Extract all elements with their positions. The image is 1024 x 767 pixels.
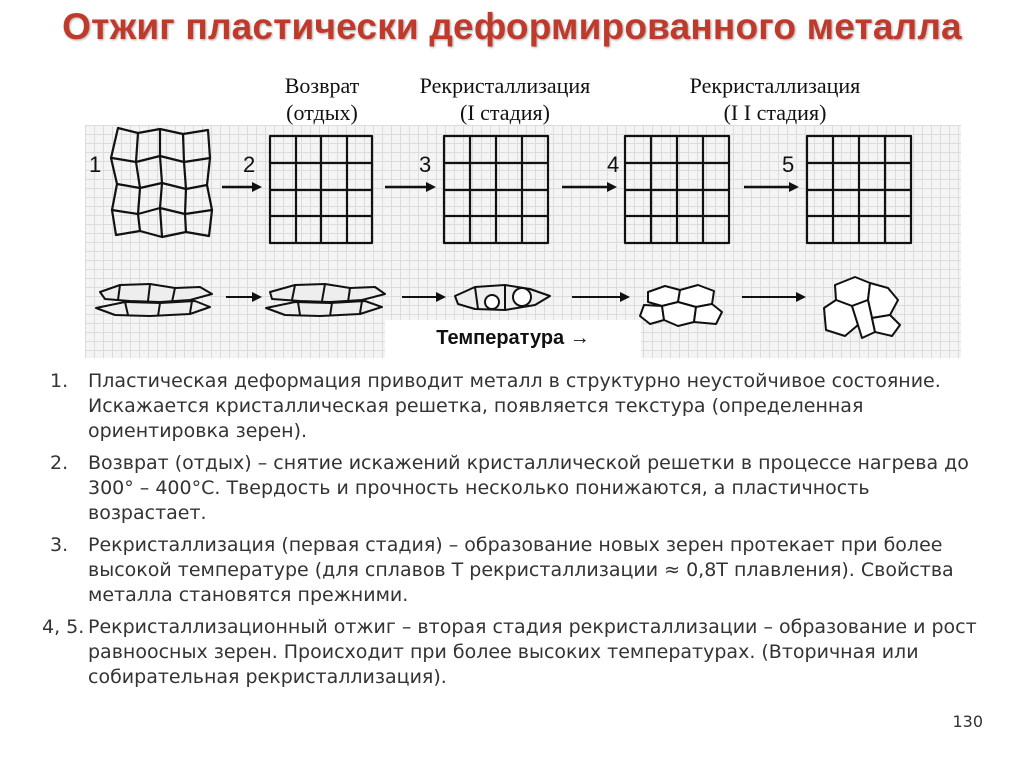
- list-marker: 1.: [50, 370, 69, 392]
- equiaxed-grains: [640, 285, 722, 326]
- list-item: [40, 369, 990, 444]
- stage-label-line2: (I I стадия): [723, 100, 827, 125]
- list-item: [40, 533, 990, 608]
- stage-label-line1: Возврат: [284, 73, 360, 98]
- list-item: [40, 451, 990, 526]
- list-item-text: Возврат (отдых) – снятие искажений кристаллической решетки в процессе нагрева до 300° – 400°С. Твердость и прочность несколько понижаются, а пластичность возрастает.: [88, 452, 969, 524]
- arrow-right-icon: [226, 292, 262, 302]
- arrow-right-icon: [562, 182, 617, 192]
- list-item-text: Рекристаллизация (первая стадия) – образование новых зерен протекает при более высокой температуре (для сплавов Т рекристаллизации ≈ 0,8Т плавления). Свойства металла становятся прежними.: [88, 534, 954, 606]
- stage-label-line2: (отдых): [286, 100, 358, 125]
- lattice-stage-5: [807, 136, 911, 243]
- stage-label-line2: (I стадия): [460, 100, 550, 125]
- temperature-box: [385, 320, 641, 358]
- arrow-right-icon: [222, 182, 262, 192]
- explanation-list: [40, 369, 990, 697]
- deformed-lattice: [111, 128, 212, 237]
- stage-label-line1: Рекристаллизация: [419, 73, 591, 98]
- arrow-right-icon: [385, 182, 436, 192]
- arrow-right-icon: [744, 182, 799, 192]
- figure-number-2: 2: [243, 152, 256, 177]
- lattice-recryst-1: [444, 136, 548, 243]
- elongated-grains-recovery: [266, 284, 385, 316]
- list-marker: 2.: [50, 452, 69, 474]
- lattice-stage-4: [625, 136, 729, 243]
- arrow-right-icon: [572, 292, 630, 302]
- arrow-right-icon: [742, 292, 806, 302]
- new-grains-recryst-1: [455, 285, 550, 310]
- arrow-right-icon: [402, 292, 446, 302]
- figure-number-1: 1: [89, 152, 102, 177]
- list-item: [40, 615, 990, 690]
- list-marker: 4, 5.: [42, 616, 85, 638]
- lattice-recovery: [270, 136, 372, 243]
- figure-number-4: 4: [607, 152, 620, 177]
- stage-label-line1: Рекристаллизация: [689, 73, 861, 98]
- temperature-label: Температура →: [436, 327, 590, 349]
- figure-number-5: 5: [782, 152, 795, 177]
- list-marker: 3.: [50, 534, 69, 556]
- list-item-text: Рекристаллизационный отжиг – вторая стадия рекристаллизации – образование и рост равноосных зерен. Происходит при более высоких температурах. (Вторичная или собирательная рекристаллизация).: [88, 616, 977, 688]
- list-item-text: Пластическая деформация приводит металл в структурно неустойчивое состояние. Искажается кристаллическая решетка, появляется текстура (определенная ориентировка зерен).: [88, 370, 941, 442]
- coarse-grains: [824, 277, 900, 338]
- figure-number-3: 3: [419, 152, 432, 177]
- elongated-grains: [96, 284, 212, 316]
- page-number: 130: [952, 712, 983, 731]
- slide-title: Отжиг пластически деформированного металла: [62, 6, 962, 47]
